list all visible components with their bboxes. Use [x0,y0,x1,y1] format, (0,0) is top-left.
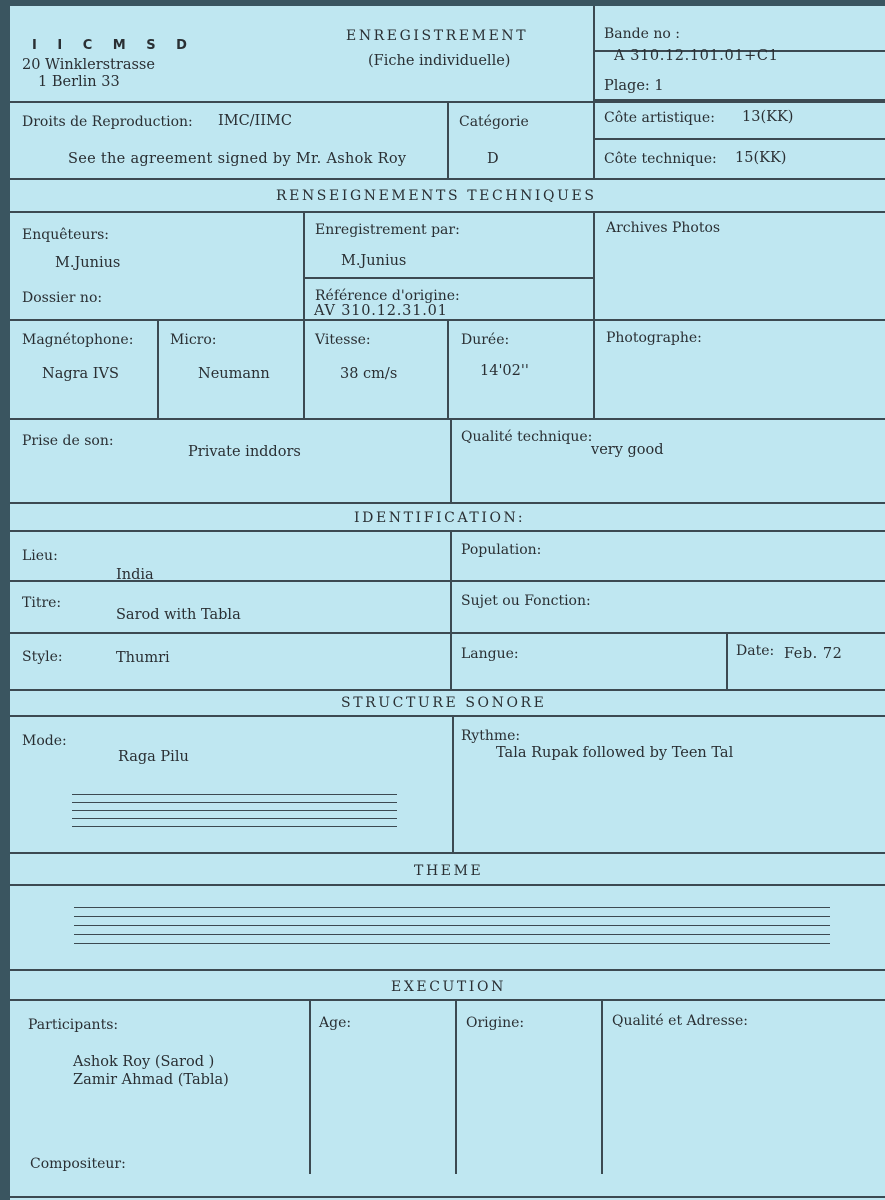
age-label: Age: [319,1015,352,1031]
rule [10,1196,885,1198]
divider [157,319,159,418]
archive-record-card [10,6,885,1200]
enregistrement-par-label: Enregistrement par: [315,222,460,238]
cote-artistique-label: Côte artistique: [604,110,715,126]
qualite-technique-label: Qualité technique: [461,429,593,445]
participants-label: Participants: [28,1017,119,1033]
form-title: ENREGISTREMENT [346,28,529,44]
origine-label: Origine: [466,1015,525,1031]
duree-label: Durée: [461,332,510,348]
rule [10,530,885,532]
categorie-value: D [487,151,499,167]
rule [10,999,885,1001]
micro-label: Micro: [170,332,217,348]
lieu-label: Lieu: [22,548,58,564]
rule [10,689,885,691]
divider [450,418,452,502]
section-heading-technique: RENSEIGNEMENTS TECHNIQUES [276,188,597,204]
bande-label: Bande no : [604,26,680,42]
bande-value: A 310.12.101.01+C1 [614,48,779,64]
rule [10,211,885,213]
style-value: Thumri [116,650,170,666]
rythme-value: Tala Rupak followed by Teen Tal [496,745,734,761]
cote-technique-value: 15(KK) [735,150,787,166]
population-label: Population: [461,542,542,558]
photographe-label: Photographe: [606,330,702,346]
titre-value: Sarod with Tabla [116,607,241,623]
mode-value: Raga Pilu [118,749,189,765]
date-label: Date: [736,643,775,659]
divider [447,101,449,178]
lieu-value: India [116,567,154,583]
rule [10,884,885,886]
rights-value: IMC/IIMC [218,113,292,129]
rythme-label: Rythme: [461,728,521,744]
divider [593,211,595,418]
rule [593,138,885,140]
compositeur-label: Compositeur: [30,1156,126,1172]
divider [452,715,454,852]
divider [450,530,452,689]
participant-1: Ashok Rоy (Sarod ) [73,1054,215,1070]
langue-label: Langue: [461,646,519,662]
rule [10,969,885,971]
date-value: Feb. 72 [784,646,843,662]
divider [447,319,449,418]
titre-label: Titre: [22,595,62,611]
divider [455,999,457,1174]
duree-value: 14'02'' [480,363,529,379]
categorie-label: Catégorie [459,114,529,130]
divider [601,999,603,1174]
prise-de-son-value: Private inddors [188,444,301,460]
cote-artistique-value: 13(KK) [742,109,794,125]
enqueteurs-label: Enquêteurs: [22,227,110,243]
vitesse-value: 38 cm/s [340,366,398,382]
style-label: Style: [22,649,63,665]
reference-value: AV 310.12.31.01 [314,303,448,319]
magnetophone-value: Nagra IVS [42,366,119,382]
dossier-label: Dossier no: [22,290,103,306]
divider [726,632,728,689]
sujet-label: Sujet ou Fonction: [461,593,591,609]
section-heading-theme: THEME [414,863,484,879]
org-city: 1 Berlin 33 [38,74,120,90]
participant-2: Zamir Ahmad (Tabla) [73,1072,229,1088]
mode-label: Mode: [22,733,67,749]
rule [10,632,885,634]
cote-technique-label: Côte technique: [604,151,717,167]
rights-note: See the agreement signed by Mr. Ashok Roy [68,151,407,167]
rule [10,852,885,854]
org-logo: I I C M S D [32,38,195,53]
rule [10,418,885,420]
divider [593,6,595,178]
plage-field: Plage: 1 [604,78,664,94]
enregistrement-par-value: M.Junius [341,253,407,269]
section-heading-structure: STRUCTURE SONORE [341,695,547,711]
micro-value: Neumann [198,366,270,382]
rights-label: Droits de Reproduction: [22,114,193,130]
divider [309,999,311,1174]
prise-de-son-label: Prise de son: [22,433,114,449]
enqueteurs-value: M.Junius [55,255,121,271]
rule [10,502,885,504]
magnetophone-label: Magnétophone: [22,332,134,348]
qualite-technique-value: very good [591,442,664,458]
vitesse-label: Vitesse: [315,332,371,348]
org-street: 20 Winklerstrasse [22,57,155,73]
form-subtitle: (Fiche individuelle) [368,53,511,69]
rule [303,277,593,279]
reference-label: Référence d'origine: [315,288,460,304]
archives-photos-label: Archives Photos [606,220,721,236]
qualite-adresse-label: Qualité et Adresse: [612,1013,748,1029]
rule [10,715,885,717]
divider [303,211,305,418]
section-heading-execution: EXECUTION [391,979,506,995]
rule [10,178,885,180]
section-heading-identification: IDENTIFICATION: [354,510,526,526]
